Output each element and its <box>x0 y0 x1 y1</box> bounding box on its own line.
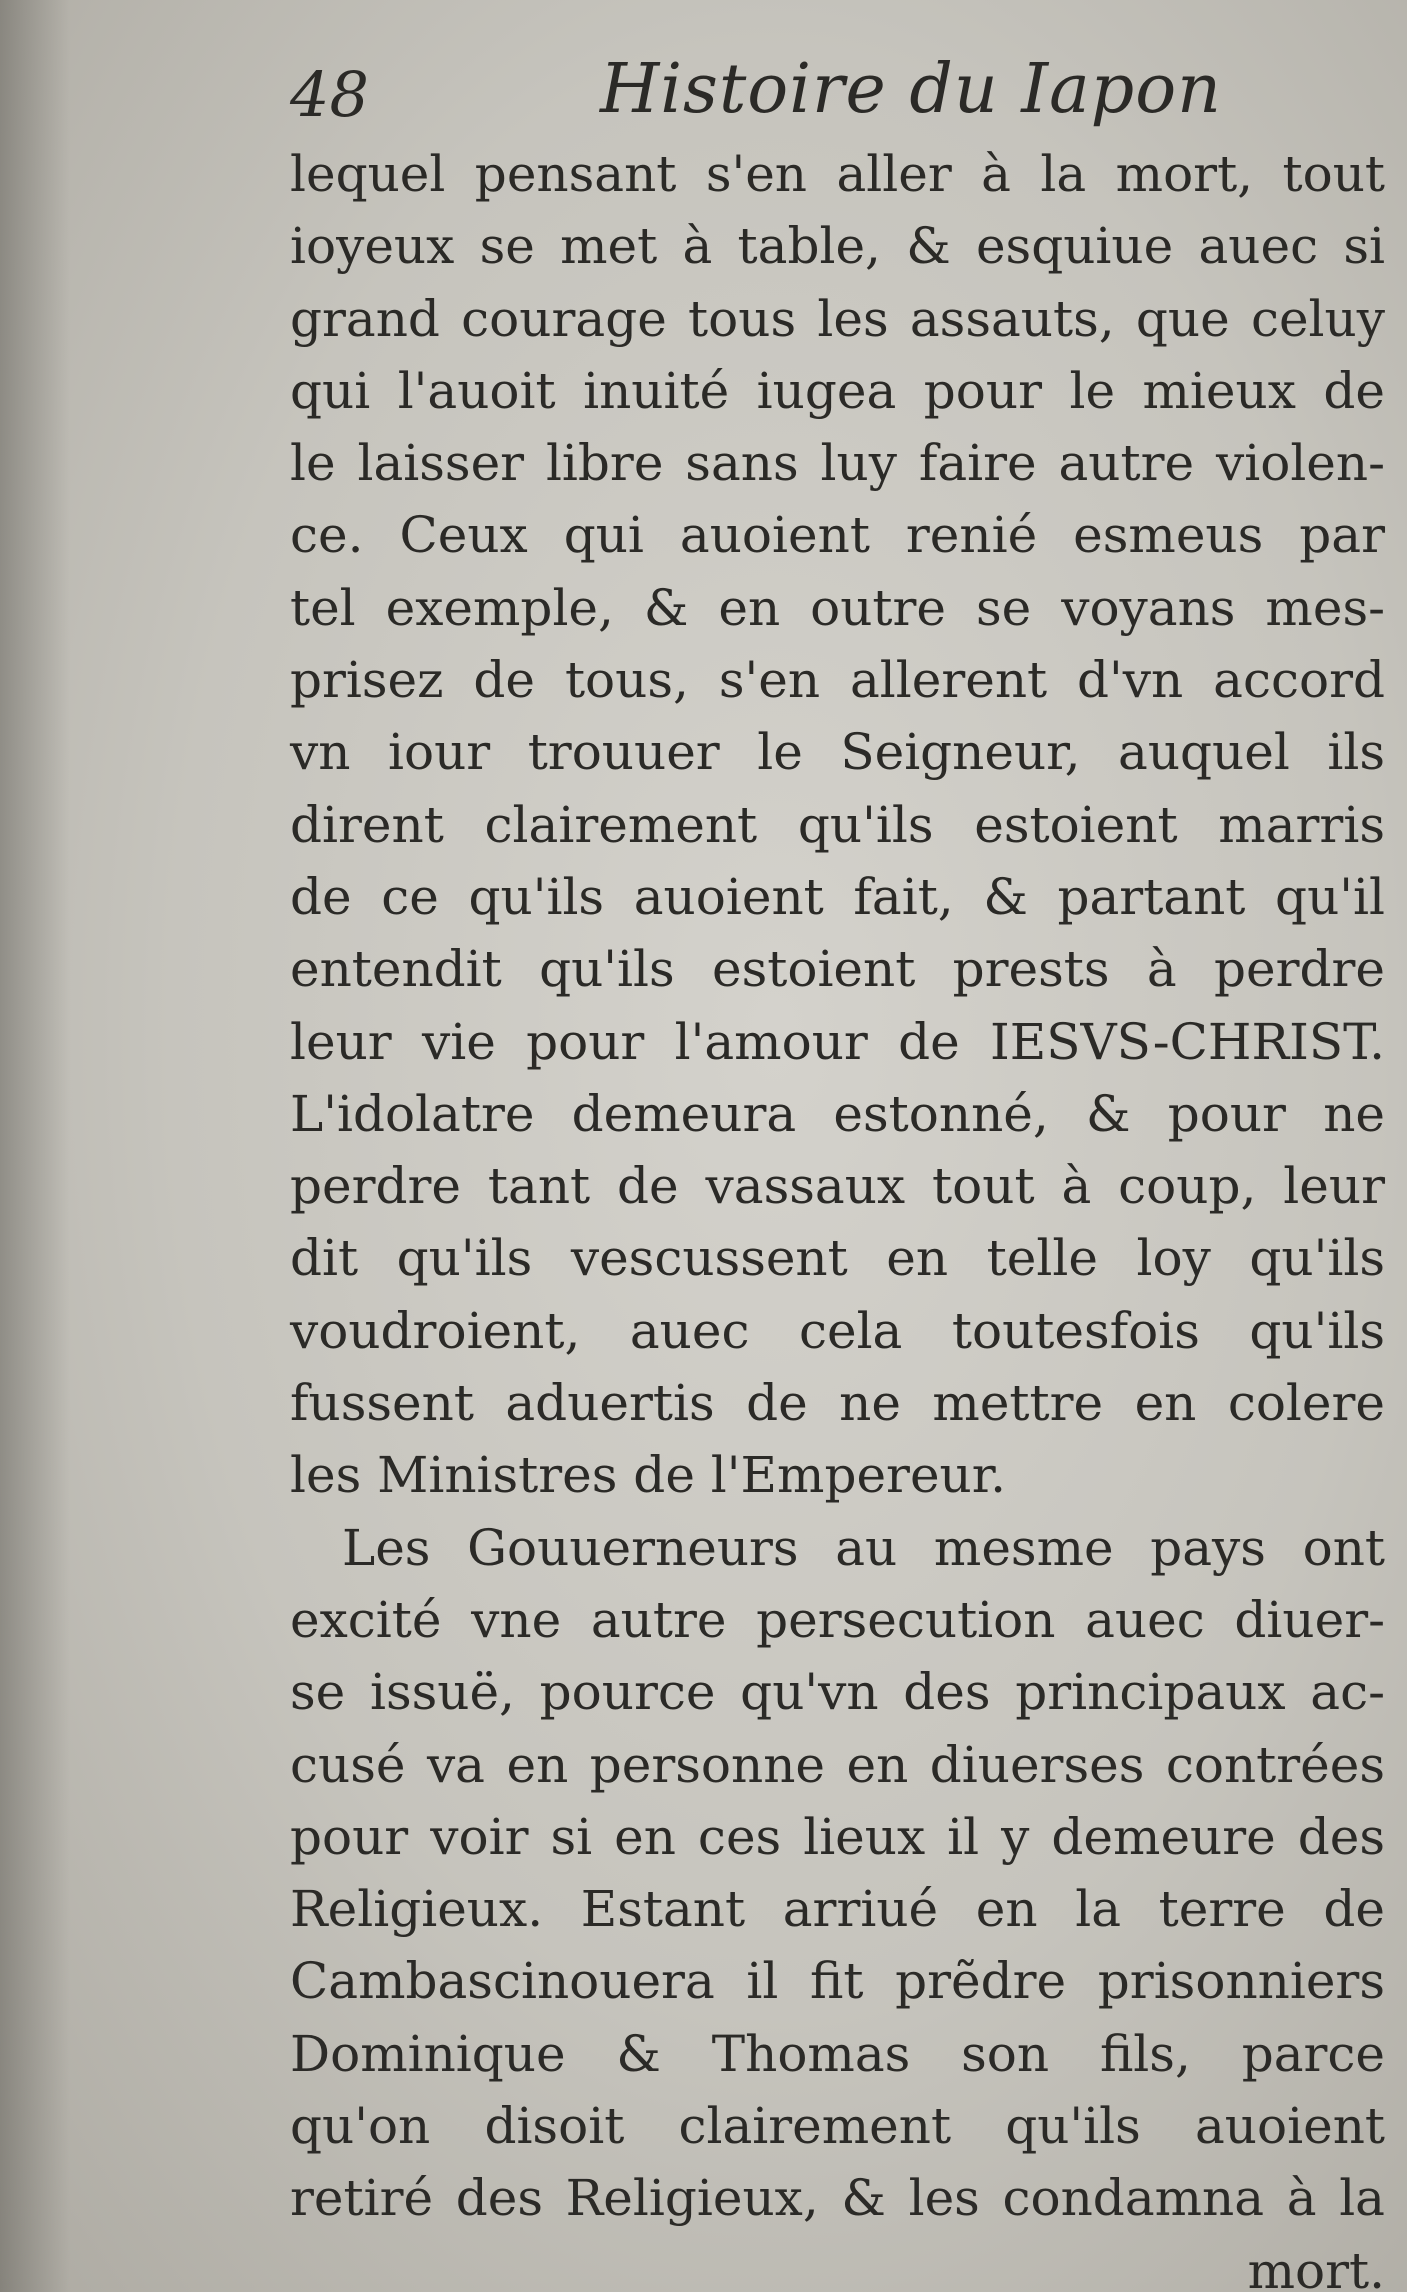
text-line: dirent clairement qu'ils estoient marris <box>290 795 1385 854</box>
text-line-paragraph-end: les Ministres de l'Empereur. <box>290 1446 1007 1505</box>
text-line: qui l'auoit inuité iugea pour le mieux de <box>290 361 1385 420</box>
text-line: leur vie pour l'amour de IESVS-CHRIST. <box>290 1012 1385 1071</box>
text-line: dit qu'ils vescussent en telle loy qu'ils <box>290 1229 1385 1288</box>
text-line: pour voir si en ces lieux il y demeure des <box>290 1807 1385 1866</box>
text-line: qu'on disoit clairement qu'ils auoient <box>290 2097 1385 2156</box>
text-line: Dominique & Thomas son fils, parce <box>290 2024 1385 2083</box>
text-line: de ce qu'ils auoient fait, & partant qu'il <box>290 867 1385 926</box>
page-header <box>290 40 1350 130</box>
text-line: voudroient, auec cela toutesfois qu'ils <box>290 1301 1385 1360</box>
body-text <box>290 138 1385 2292</box>
text-line: excité vne autre persecution auec diuer- <box>290 1590 1385 1649</box>
text-line: Religieux. Estant arriué en la terre de <box>290 1880 1385 1939</box>
page-gutter-shadow <box>0 0 70 2292</box>
text-line: vn iour trouuer le Seigneur, auquel ils <box>290 723 1385 782</box>
text-line: cusé va en personne en diuerses contrées <box>290 1735 1385 1794</box>
text-line: tel exemple, & en outre se voyans mes- <box>290 578 1385 637</box>
text-line: ioyeux se met à table, & esquiue auec si <box>290 217 1385 276</box>
text-line-final: mort. <box>1247 2241 1385 2292</box>
text-line: prisez de tous, s'en allerent d'vn accord <box>290 651 1385 710</box>
text-line: entendit qu'ils estoient prests à perdre <box>290 940 1385 999</box>
text-line-paragraph-start: Les Gouuerneurs au mesme pays ont <box>342 1518 1385 1577</box>
text-line: Cambascinouera il fit prẽdre prisonniers <box>290 1952 1385 2011</box>
text-line: retiré des Religieux, & les condamna à la <box>290 2169 1385 2228</box>
text-line: perdre tant de vassaux tout à coup, leur <box>290 1157 1385 1216</box>
text-line: le laisser libre sans luy faire autre violen- <box>290 434 1385 493</box>
running-title: Histoire du Iapon <box>600 50 1222 129</box>
text-line: se issuë, pource qu'vn des principaux ac- <box>290 1663 1385 1722</box>
text-line: ce. Ceux qui auoient renié esmeus par <box>290 506 1385 565</box>
text-line: grand courage tous les assauts, que celuy <box>290 289 1385 348</box>
page-number: 48 <box>290 58 369 131</box>
text-line: lequel pensant s'en aller à la mort, tout <box>290 145 1385 203</box>
text-line: L'idolatre demeura estonné, & pour ne <box>290 1084 1385 1143</box>
text-line: fussent aduertis de ne mettre en colere <box>290 1374 1385 1433</box>
